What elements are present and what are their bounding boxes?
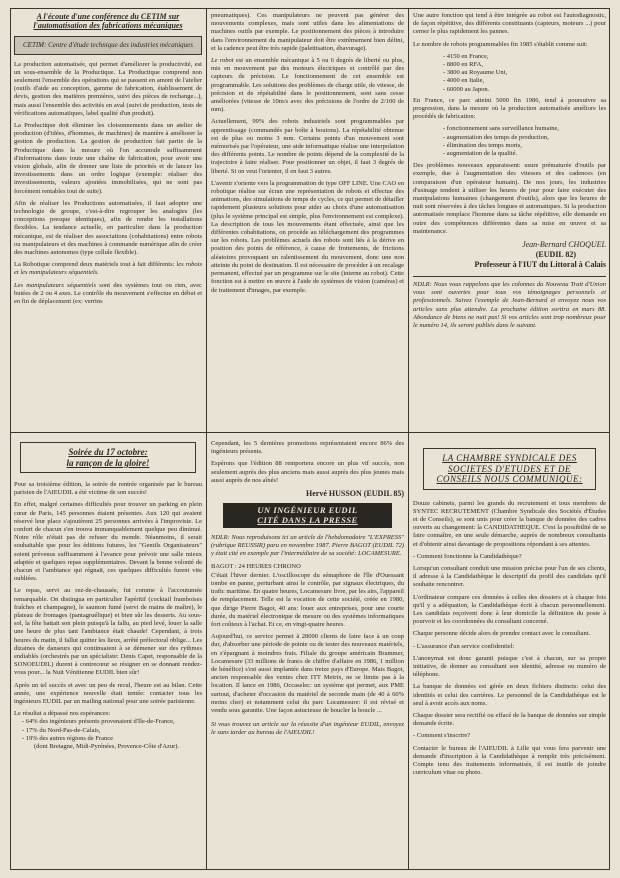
syntec-title-box xyxy=(423,448,596,490)
author-signature: Hervé HUSSON (EUDIL 85) xyxy=(306,489,404,499)
paragraph: En effet, malgré certaines difficultés pour trouver un parking en plein cœur de Paris, 145 personnes étaient présentes. Aux 120 qui avaient réservé leur place s'ajoutèrent 25 personnes arrivées à l'improviste. Le confort de chacun s'en trouva immanquablement quelque peu diminué. Notre rôle n'était pas de refuser du monde. Néanmoins, il serait souhaitable que pour les éditions futures, les "Gentils Organisateurs" soient prévenus suffisamment à l'avance pour prévoir une salle mieux adaptée et quelques repas supplémentaires. Devant la bonne volonté de chacun et l'ambiance qui régnait, ces quelques difficultés furent vite oubliées. xyxy=(14,501,202,583)
paragraph: Douze cabinets, parmi les grands du recrutement et tous membres de SYNTEC RECRUTEMENT (Chambre Syndicale des Sociétés d'Études et de Conseils), se sont unis pour créer la banque de données des cadres ouverts au changement: la CANDIDATHEQUE. C'est la possibilité de se faire connaître, en une seule démarche, auprès de nombreux consultants et d'obtenir ainsi davantage de propositions répondant à ses attentes. xyxy=(413,499,606,548)
article-heading: BAGOT : 24 HEURES CHRONO xyxy=(211,562,301,570)
column-divider xyxy=(206,8,207,870)
text-span: Le robot xyxy=(211,57,234,65)
question-heading: - Comment fonctionne la Candidathèque? xyxy=(413,552,522,560)
paragraph xyxy=(14,282,202,307)
press-article xyxy=(211,440,404,866)
list-item: - élimination des temps morts, xyxy=(443,141,522,149)
benefit-list xyxy=(413,125,606,158)
paragraph: Lorsqu'un consultant conduit une mission précise pour l'un de ses clients, il adresse à la Candidathèque le descriptif du profil des candidats qu'il souhaite rencontrer. xyxy=(413,564,606,589)
author-promo: (EUDIL 82) xyxy=(535,250,576,260)
paragraph: Actuellement, 99% des robots industriels sont programmables par apprentissage (commandés par boîte à boutons). La répétabilité obtenue est de plus ou moins 3 mm. Certains points d'un mouvement sont mémorisés par l'opérateur, une aide informatique réalise une interpolation des différents points. Le nombre de points dépend de la complexité de la trajectoire à faire réaliser. Pour positionner un objet, il faut 3 degrés de liberté. Si on veut l'orienter, il en faut 3 autres. xyxy=(211,118,404,175)
call-to-action: Si vous trouvez un article sur la réussite d'un ingénieur EUDIL, envoyez le sans tarder au bureau de l'AIEUDIL! xyxy=(211,721,404,737)
list-item: - 8800 en RFA, xyxy=(443,61,483,69)
list-item: (dont Bretagne, Midi-Pyrénées, Provence-Côte d'Azur). xyxy=(34,743,180,751)
row-divider xyxy=(10,432,610,433)
list-item: - 4150 en France, xyxy=(443,52,489,60)
section-divider xyxy=(413,276,606,277)
paragraph: La production automatisée, qui permet d'améliorer la productivité, est un sous-ensemble de la Productique. La Productique comprend non seulement l'ensemble des opérations qui se passent en amont de l'atelier (outils d'aide au conception, gamme de fabrication, établissement de devis, gestion des matières premières, suivi des pièces de rechange...), mais aussi l'ensemble des activités en aval (suivi de production, tests de vérifications automatiques, label qualité d'un produit). xyxy=(14,60,202,117)
list-item: - augmentation de la qualité. xyxy=(443,150,518,158)
author-title: Professeur à l'IUT du Littoral à Calais xyxy=(474,260,606,270)
paragraph: En France, ce parc atteint 5000 fin 1986, tend à poursuivre sa progression, dans la mesure où la production automatisée améliore les procédés de fabrication: xyxy=(413,96,606,121)
paragraph: Une autre fonction qui tend à être intégrée au robot est l'autodiagnostic, de façon répétitive, des différents constituants (capteurs, moteurs ...) pour cerner le plus rapidement les pannes. xyxy=(413,12,606,36)
paragraph: Le nombre de robots programmables fin 1985 s'établit comme suit: xyxy=(413,40,588,48)
paragraph: Le repas, servi au rez-de-chaussée, fut comme à l'accoutumée remarquable. On distingua en particulier l'apéritif (cocktail framboises fraîches et champagne), le saumon fumé (servi de mains de maître), le plateau de fromages (pantagruélique) et bien sûr les desserts. Au sous-sol, la fête battait son plein puisqu'à la fallu, au pied levé, louer la salle une heure de plus tant l'ambiance était chaude! Cependant, à trois heures du matin, il fallut quitter les lieux, arrêté préfectoral oblige... Les dizaines de danseurs qui continuaient à se démener sur des rythmes endiablés (orchestrés par un spécialiste: Denis Capet, responsable de la SONOEUDIL) durent à contrecœur se résigner en se donnant rendez-vous pour... la Nuit Vénitienne EUDIL bien sûr! xyxy=(14,587,202,677)
attendance-list xyxy=(14,718,202,751)
paragraph: Des problèmes nouveaux apparaissent: usure prématurée d'outils par exemple, due à l'augmentation des vitesses et des cadences (en comparaison d'un opérateur humain). De nos jours, les industries d'usinage tendent à utiliser les heures de jour pour faire exécuter des manipulations humaines (changement d'outils), alors que les heures de nuit sont réservées à des tâches longues et automatiques. Si la production automatisée remplace l'homme dans sa tâche répétitive, elle demande en outre des compétences différentes dans sa mise en œuvre et sa maintenance. xyxy=(413,162,606,235)
author-name: Jean-Bernard CHOQUEL xyxy=(522,240,606,250)
robot-count-list xyxy=(413,53,606,94)
list-item: - 17% du Nord-Pas-de-Calais, xyxy=(22,726,101,734)
paragraph xyxy=(14,261,202,277)
candidatheque-article xyxy=(413,440,606,866)
soiree-title-box xyxy=(20,442,196,473)
paragraph: Espérons que l'édition 88 remportera encore un plus vif succès, non seulement auprès des plus anciens mais aussi auprès des plus jeunes mais aussi auprès de nos aînés! xyxy=(211,460,404,484)
paragraph: Afin de réaliser les Productions automatisées, il faut adopter une technologie de groupe, c'est-à-dire regrouper les analogies (les conceptions presque identiques), afin de rendre les installations flexibles. La tendance actuelle, en particulier dans la production mécanique, est de réaliser des associations (cohabitations) entre robots ou manipulateurs et des machines à commande numérique afin de créer des machines autonomes (type cellule flexible). xyxy=(14,199,202,256)
banner-line2: CITÉ DANS LA PRESSE xyxy=(257,514,358,525)
press-banner xyxy=(223,503,392,528)
text-span: les robots et les manipulateurs séquentiels. xyxy=(14,261,202,277)
editor-note: NDLR: Nous vous rappelons que les colonnes du Nouveau Trait d'Union vous sont ouvertes pour tous vos témoignages personnels et professionnels. Suivez l'exemple de Jean-Bernard et envoyez nous vos articles sans plus attendre. La prochaine édition sortira en mars 88. Abondance de biens ne nuit pas! Si vos articles sont trop nombreux pour le numéro 14, ils seront publiés dans le suivant. xyxy=(413,281,606,330)
paragraph: Chaque personne décide alors de prendre contact avec le consultant. xyxy=(413,630,591,638)
cetim-subtitle-box xyxy=(14,36,202,55)
paragraph: L'avenir s'oriente vers la programmation de type OFF LINE. Une CAO en robotique réalise sur écran une représentation de robots et effectue des animations, des simulations de temps de cycles, ce qui permet de détailler rapidement plusieurs solutions pour aider au choix d'une automatisation (plus le système principal est simple, plus l'environnement est complexe). La description de tous les mouvements étant effectuée, ainsi que les différentes cohabitations, on procède au téléchargement des programmes sur les robots. Les problèmes actuels des robots sont liés à la dérive en position des points de référence, à cause de frottements, de frictions aléatoires provoquant un ralentissement du mouvement, donc une non atteinte du point de destination. Il est nécessaire de procéder à un recalage permanent, effectué par un programme sur le site (interne au robot). Cette fonction est à mettre en œuvre à l'aide de systèmes de vision (caméras) et de traitement d'images, par exemple. xyxy=(211,179,404,294)
paragraph: Chaque dossier sera rectifié ou effacé de la banque de données sur simple demande écrite. xyxy=(413,711,606,728)
column-divider xyxy=(408,8,409,870)
list-item: - 64% des ingénieurs présents provenaient d'Ile-de-France, xyxy=(22,718,175,726)
text-span: Les manipulateurs séquentiels xyxy=(14,281,96,289)
text-span: La Robotique comprend deux matériels tout à fait différents: xyxy=(14,261,177,269)
paragraph: pneumatiques). Ces manipulateurs ne peuvent pas générer des mouvements complexes, mais sont utiles dans les alimentations de machines outils par exemple. Le positionnement des pièces à introduire dans l'environnement du manipulateur doit être extrêmement bien défini, et la cadence peut être très rapide (palettisation, ébavurage). xyxy=(211,12,404,52)
list-item: - augmentation des temps de production, xyxy=(443,133,549,141)
paragraph: C'était l'hiver dernier. L'oscilloscope du sémaphore de l'île d'Ouessant tombe en panne, perturbant ainsi le contrôle, par signaux électriques, du trafic maritime. En quatre heures, Locamesure livre, par les airs, l'appareil de remplacement. Telle est la vocation de cette société, créée en 1980, que dirige Pierre Bagot, 40 ans: louer aux entreprises, pour une courte durée, du matériel électronique de mesure ou des systèmes informatiques fort coûteux à l'achat. Et ce, en vingt-quatre heures. xyxy=(211,571,404,629)
text-span: est un ensemble mécanique à 5 ou 6 degrés de liberté ou plus, mis en mouvement par des moteurs électriques et contrôlé par des capteurs de précision. Le fonctionnement de cet ensemble est programmable. Les solutions des problèmes de charge utile, de vitesse, de précision et de répétabilité dans le positionnement, sont sans cesse améliorées (vitesse de 10m/s avec des précisions de l'ordre de 2/100 de mm). xyxy=(211,57,404,114)
text-span: sont des systèmes tout ou rien, avec butées de 2 ou 4 axes. Le contrôle du mouvement s'effectue en début et en fin de déplacement (ex: verrins xyxy=(14,281,202,305)
question-heading: - L'assurance d'un service confidentiel: xyxy=(413,642,515,650)
soiree-title-line1: Soirée du 17 octobre: xyxy=(68,447,148,457)
paragraph: Le résultat a dépassé nos espérances: xyxy=(14,710,111,718)
editor-note: NDLR: Nous reproduisons ici un article de l'hebdomadaire "L'EXPRESS" (rubrique REUSSIR) paru en novembre 1987. Pierre BAGOT (EUDIL 72) y était cité en exemple par l'intermédiaire de sa société: LOCAMESURE. xyxy=(211,534,404,558)
list-item: - 19% des autres régions de France xyxy=(22,734,113,742)
cetim-article xyxy=(14,12,202,430)
paragraph: La Productique doit éliminer les cloisonnements dans un atelier de production (d'idées, d'hommes, de machines) de manière à améliorer la gestion de production. La gestion de production fait partie de la Productique dans la mesure où l'on accumule suffisamment d'informations dans toute une chaîne de fabrication, pour avoir une vision globale, afin de donner une liste de priorités et de lancer les investissements dans un ordre logique (exemple: réaliser des investissements, valeurs ajoutées immobilisées, qui ne sont pas forcément rentables tout de suite). xyxy=(14,121,202,195)
list-item: - 60000 au Japon. xyxy=(443,85,490,93)
list-item: - 4000 en Italie, xyxy=(443,77,485,85)
question-heading: - Comment s'inscrire? xyxy=(413,732,471,740)
paragraph: Après un tel succès et avec un peu de recul, l'heure est au bilan. Cette année, une expérience nouvelle était tentée: contacter tous les ingénieurs EUDIL par un mailing national pour une soirée parisienne. xyxy=(14,681,202,706)
cetim-subtitle: CETIM: Centre d'étude technique des industries mécaniques xyxy=(23,41,193,49)
cetim-article-end xyxy=(413,12,606,430)
paragraph: Contacter le bureau de l'AIEUDIL à Lille qui vous fera parvenir une demande d'inscription à la Candidathèque à remplir très précisément. Compte tenu des traitements informatisés, il est inutile de joindre curriculum vitae ou photo. xyxy=(413,744,606,777)
banner-line1: UN INGÉNIEUR EUDIL xyxy=(257,505,358,516)
paragraph: Cependant, les 5 dernières promotions représentaient encore 86% des ingénieurs présents. xyxy=(211,440,404,456)
paragraph: Aujourd'hui, ce service permet à 28000 clients de faire face à un coup dur, d'absorber une période de pointe ou de tester des nouveaux matériels, en s'épargnant à moindres frais. Filiale du groupe américain Brammer, Locamesure (33 millions de francs de chiffre d'affaire en 1986, 1 million de bénéfice) s'est aussi implantée dans treize pays d'Europe. Mais Bagot, ancien responsable des ventes chez ITT Metrix, ne se limite pas à la location. Il lance en 1986, Occaselec: un système qui permet, aux PME surtout, d'acheter d'occasion du matériel de seconde main (de 40 à 60% moins cher) et notamment celui du parc Locamesure: il est révisé et vendu sous garantie. Une façon astucieuse de boucler la boucle ... xyxy=(211,633,404,715)
paragraph: La banque de données est gérée en deux fichiers distincts: celui des identités et celui des carrières. Le personnel de la Candidathèque est le seul à avoir accès aux noms. xyxy=(413,683,606,707)
soiree-article xyxy=(14,440,202,866)
paragraph xyxy=(211,57,404,114)
syntec-title: LA CHAMBRE SYNDICALE DES SOCIETES D'ETUDES ET DE CONSEILS NOUS COMMUNIQUE: xyxy=(436,453,583,484)
list-item: - fonctionnement sans surveillance humaine, xyxy=(443,125,560,133)
paragraph: Pour sa troisième édition, la soirée de rentrée organisée par le bureau parisien de l'AIEUDIL a été victime de son succès! xyxy=(14,481,202,497)
paragraph: L'anonymat est donc garanti puisque c'est à chacun, sur sa propre initiative, de donner au consultant son identité, adresse ou numéro de téléphone. xyxy=(413,654,606,679)
cetim-title: A l'écoute d'une conférence du CETIM sur l'automatisation des fabrications mécaniques xyxy=(33,12,183,30)
list-item: - 3800 au Royaume Uni, xyxy=(443,69,508,77)
cetim-article-continued xyxy=(211,12,404,430)
soiree-title-line2: la rançon de la gloire! xyxy=(66,457,150,468)
paragraph: L'ordinateur compare ces données à celles des dossiers et à chaque fois qu'il y a adéquation, la Candidathèque écrit à chacun personnellement. Les candidats reçoivent donc à leur domicile la définition du poste à pourvoir et les coordonnées du consultant concerné. xyxy=(413,593,606,626)
